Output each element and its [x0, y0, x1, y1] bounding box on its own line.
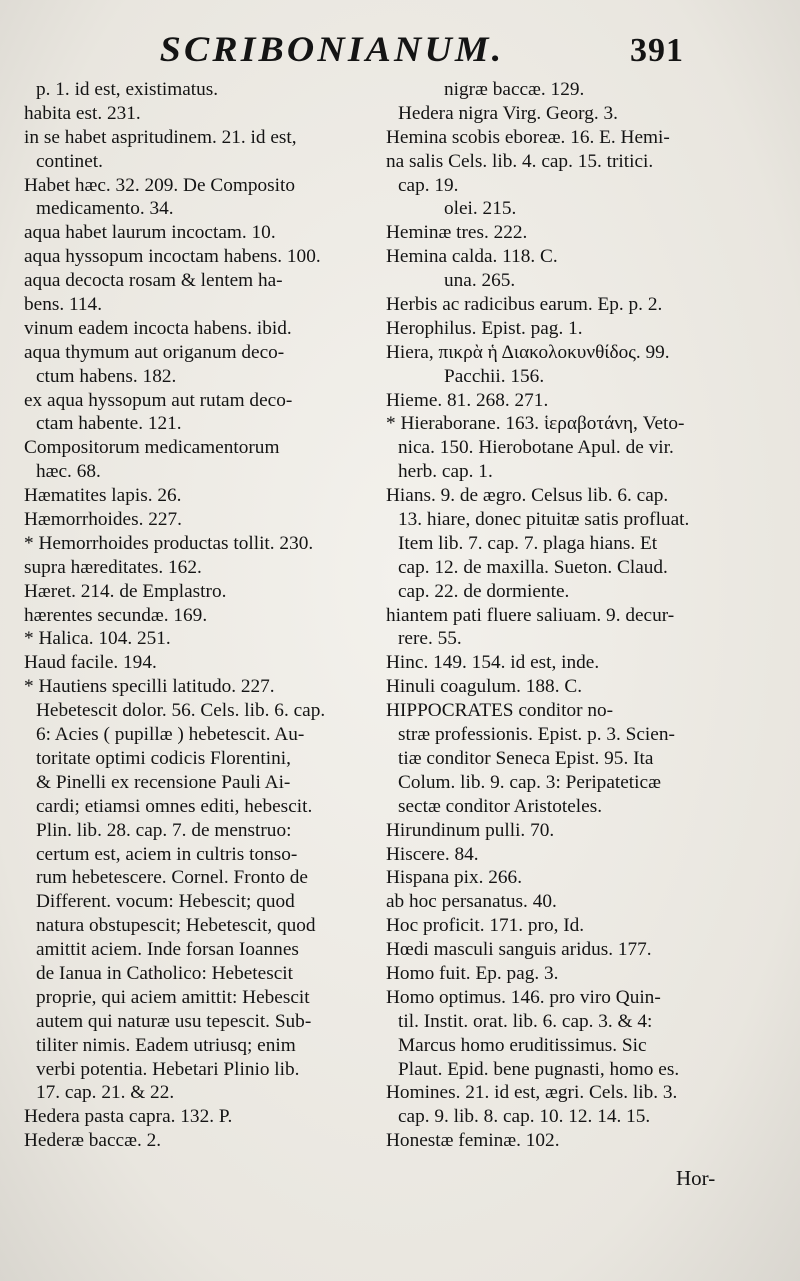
index-line: ab hoc persanatus. 40. — [386, 891, 557, 913]
index-line: tiæ conditor Seneca Epist. 95. Ita — [398, 747, 654, 769]
index-line: Herbis ac radicibus earum. Ep. p. 2. — [386, 294, 663, 316]
index-line: Hedera pasta capra. 132. P. — [24, 1106, 233, 1128]
index-line: 6: Acies ( pupillæ ) hebetescit. Au- — [36, 724, 305, 746]
index-line: Homo fuit. Ep. pag. 3. — [386, 962, 559, 984]
index-line: Homines. 21. id est, ægri. Cels. lib. 3. — [386, 1082, 678, 1104]
index-line: * Hieraborane. 163. ἱεραβοτάνη, Veto- — [386, 413, 685, 435]
index-line: cap. 12. de maxilla. Sueton. Claud. — [398, 556, 668, 578]
running-head: SCRIBONIANUM. — [159, 29, 505, 69]
index-line: Hæmorrhoides. 227. — [24, 509, 182, 531]
index-line: sectæ conditor Aristoteles. — [398, 795, 603, 817]
index-column-right — [386, 78, 746, 1153]
index-line: Hœdi masculi sanguis aridus. 177. — [386, 939, 652, 961]
index-line: Pacchii. 156. — [444, 365, 545, 387]
index-line: olei. 215. — [444, 198, 517, 220]
index-line: una. 265. — [444, 270, 516, 292]
index-line: Hispana pix. 266. — [386, 867, 523, 889]
index-line: verbi potentia. Hebetari Plinio lib. — [36, 1058, 300, 1080]
index-line: vinum eadem incocta habens. ibid. — [24, 317, 292, 339]
index-line: habita est. 231. — [24, 102, 141, 124]
index-line: Marcus homo eruditissimus. Sic — [398, 1034, 647, 1056]
index-line: autem qui naturæ usu tepescit. Sub- — [36, 1010, 312, 1032]
index-line: proprie, qui aciem amittit: Hebescit — [36, 986, 310, 1008]
index-line: Heminæ tres. 222. — [386, 222, 528, 244]
index-line: Hinc. 149. 154. id est, inde. — [386, 652, 600, 674]
index-line: Hieme. 81. 268. 271. — [386, 389, 549, 411]
index-line: na salis Cels. lib. 4. cap. 15. tritici. — [386, 150, 654, 172]
index-line: Hæmatites lapis. 26. — [24, 485, 182, 507]
index-line: * Halica. 104. 251. — [24, 628, 171, 650]
index-line: Hebetescit dolor. 56. Cels. lib. 6. cap. — [36, 700, 326, 722]
index-line: * Hautiens specilli latitudo. 227. — [24, 676, 275, 698]
index-line: nica. 150. Hierobotane Apul. de vir. — [398, 437, 674, 459]
index-line: Hirundinum pulli. 70. — [386, 819, 555, 841]
index-line: Hoc proficit. 171. pro, Id. — [386, 915, 585, 937]
index-line: rere. 55. — [398, 628, 462, 650]
index-line: 17. cap. 21. & 22. — [36, 1082, 175, 1104]
index-line: continet. — [36, 150, 103, 172]
index-line: Item lib. 7. cap. 7. plaga hians. Et — [398, 532, 658, 554]
index-line: Hæret. 214. de Emplastro. — [24, 580, 227, 602]
index-line: aqua habet laurum incoctam. 10. — [24, 222, 276, 244]
index-line: cardi; etiamsi omnes editi, hebescit. — [36, 795, 313, 817]
index-line: Hemina scobis eboreæ. 16. E. Hemi- — [386, 126, 670, 148]
index-line: toritate optimi codicis Florentini, — [36, 747, 291, 769]
index-line: HIPPOCRATES conditor no- — [386, 700, 614, 722]
index-line: supra hæreditates. 162. — [24, 556, 202, 578]
index-line: nigræ baccæ. 129. — [444, 79, 585, 100]
index-line: * Hemorrhoides productas tollit. 230. — [24, 532, 314, 554]
page-header — [0, 28, 800, 72]
page-number: 391 — [630, 32, 684, 69]
index-line: rum hebetescere. Cornel. Fronto de — [36, 867, 308, 889]
index-line: medicamento. 34. — [36, 198, 174, 220]
index-line: & Pinelli ex recensione Pauli Ai- — [36, 771, 291, 793]
index-column-left — [24, 78, 384, 1153]
index-line: Compositorum medicamentorum — [24, 437, 280, 459]
index-line: hiantem pati fluere saliuam. 9. decur- — [386, 604, 675, 626]
index-line: til. Instit. orat. lib. 6. cap. 3. & 4: — [398, 1010, 653, 1032]
index-line: Hedera nigra Virg. Georg. 3. — [398, 102, 618, 124]
index-line: Hemina calda. 118. C. — [386, 246, 558, 268]
index-line: Plaut. Epid. bene pugnasti, homo es. — [398, 1058, 680, 1080]
index-line: in se habet aspritudinem. 21. id est, — [24, 126, 297, 148]
catchword: Hor- — [676, 1166, 716, 1190]
index-line: de Ianua in Catholico: Hebetescit — [36, 962, 293, 984]
index-line: Habet hæc. 32. 209. De Composito — [24, 174, 295, 196]
index-line: p. 1. id est, existimatus. — [36, 79, 219, 100]
index-line: Hians. 9. de ægro. Celsus lib. 6. cap. — [386, 485, 669, 507]
index-line: 13. hiare, donec pituitæ satis profluat. — [398, 509, 690, 531]
index-line: aqua decocta rosam & lentem ha- — [24, 270, 283, 292]
index-line: certum est, aciem in cultris tonso- — [36, 843, 298, 865]
index-line: cap. 22. de dormiente. — [398, 580, 570, 602]
index-line: herb. cap. 1. — [398, 461, 493, 483]
index-line: hærentes secundæ. 169. — [24, 604, 208, 626]
index-line: ctum habens. 182. — [36, 365, 177, 387]
index-line: aqua thymum aut origanum deco- — [24, 341, 285, 363]
index-line: cap. 9. lib. 8. cap. 10. 12. 14. 15. — [398, 1106, 651, 1128]
index-line: Hiscere. 84. — [386, 843, 479, 865]
index-line: Honestæ feminæ. 102. — [386, 1130, 560, 1152]
index-line: ex aqua hyssopum aut rutam deco- — [24, 389, 293, 411]
index-line: bens. 114. — [24, 294, 103, 316]
index-line: Hiera, πικρὰ ἡ Διακολοκυνθίδος. 99. — [386, 341, 670, 363]
index-line: Colum. lib. 9. cap. 3: Peripateticæ — [398, 771, 661, 793]
index-line: Haud facile. 194. — [24, 652, 157, 674]
index-line: Herophilus. Epist. pag. 1. — [386, 317, 583, 339]
index-line: Hinuli coagulum. 188. C. — [386, 676, 583, 698]
index-line: amittit aciem. Inde forsan Ioannes — [36, 939, 299, 961]
index-line: Plin. lib. 28. cap. 7. de menstruo: — [36, 819, 292, 841]
index-line: ctam habente. 121. — [36, 413, 182, 435]
index-line: aqua hyssopum incoctam habens. 100. — [24, 246, 321, 268]
index-line: Hederæ baccæ. 2. — [24, 1130, 162, 1152]
index-line: Homo optimus. 146. pro viro Quin- — [386, 986, 661, 1008]
index-line: Different. vocum: Hebescit; quod — [36, 891, 295, 913]
index-line: stræ professionis. Epist. p. 3. Scien- — [398, 724, 675, 746]
index-line: hæc. 68. — [36, 461, 101, 483]
index-line: tiliter nimis. Eadem utriusq; enim — [36, 1034, 296, 1056]
index-line: natura obstupescit; Hebetescit, quod — [36, 915, 316, 937]
index-line: cap. 19. — [398, 174, 459, 196]
